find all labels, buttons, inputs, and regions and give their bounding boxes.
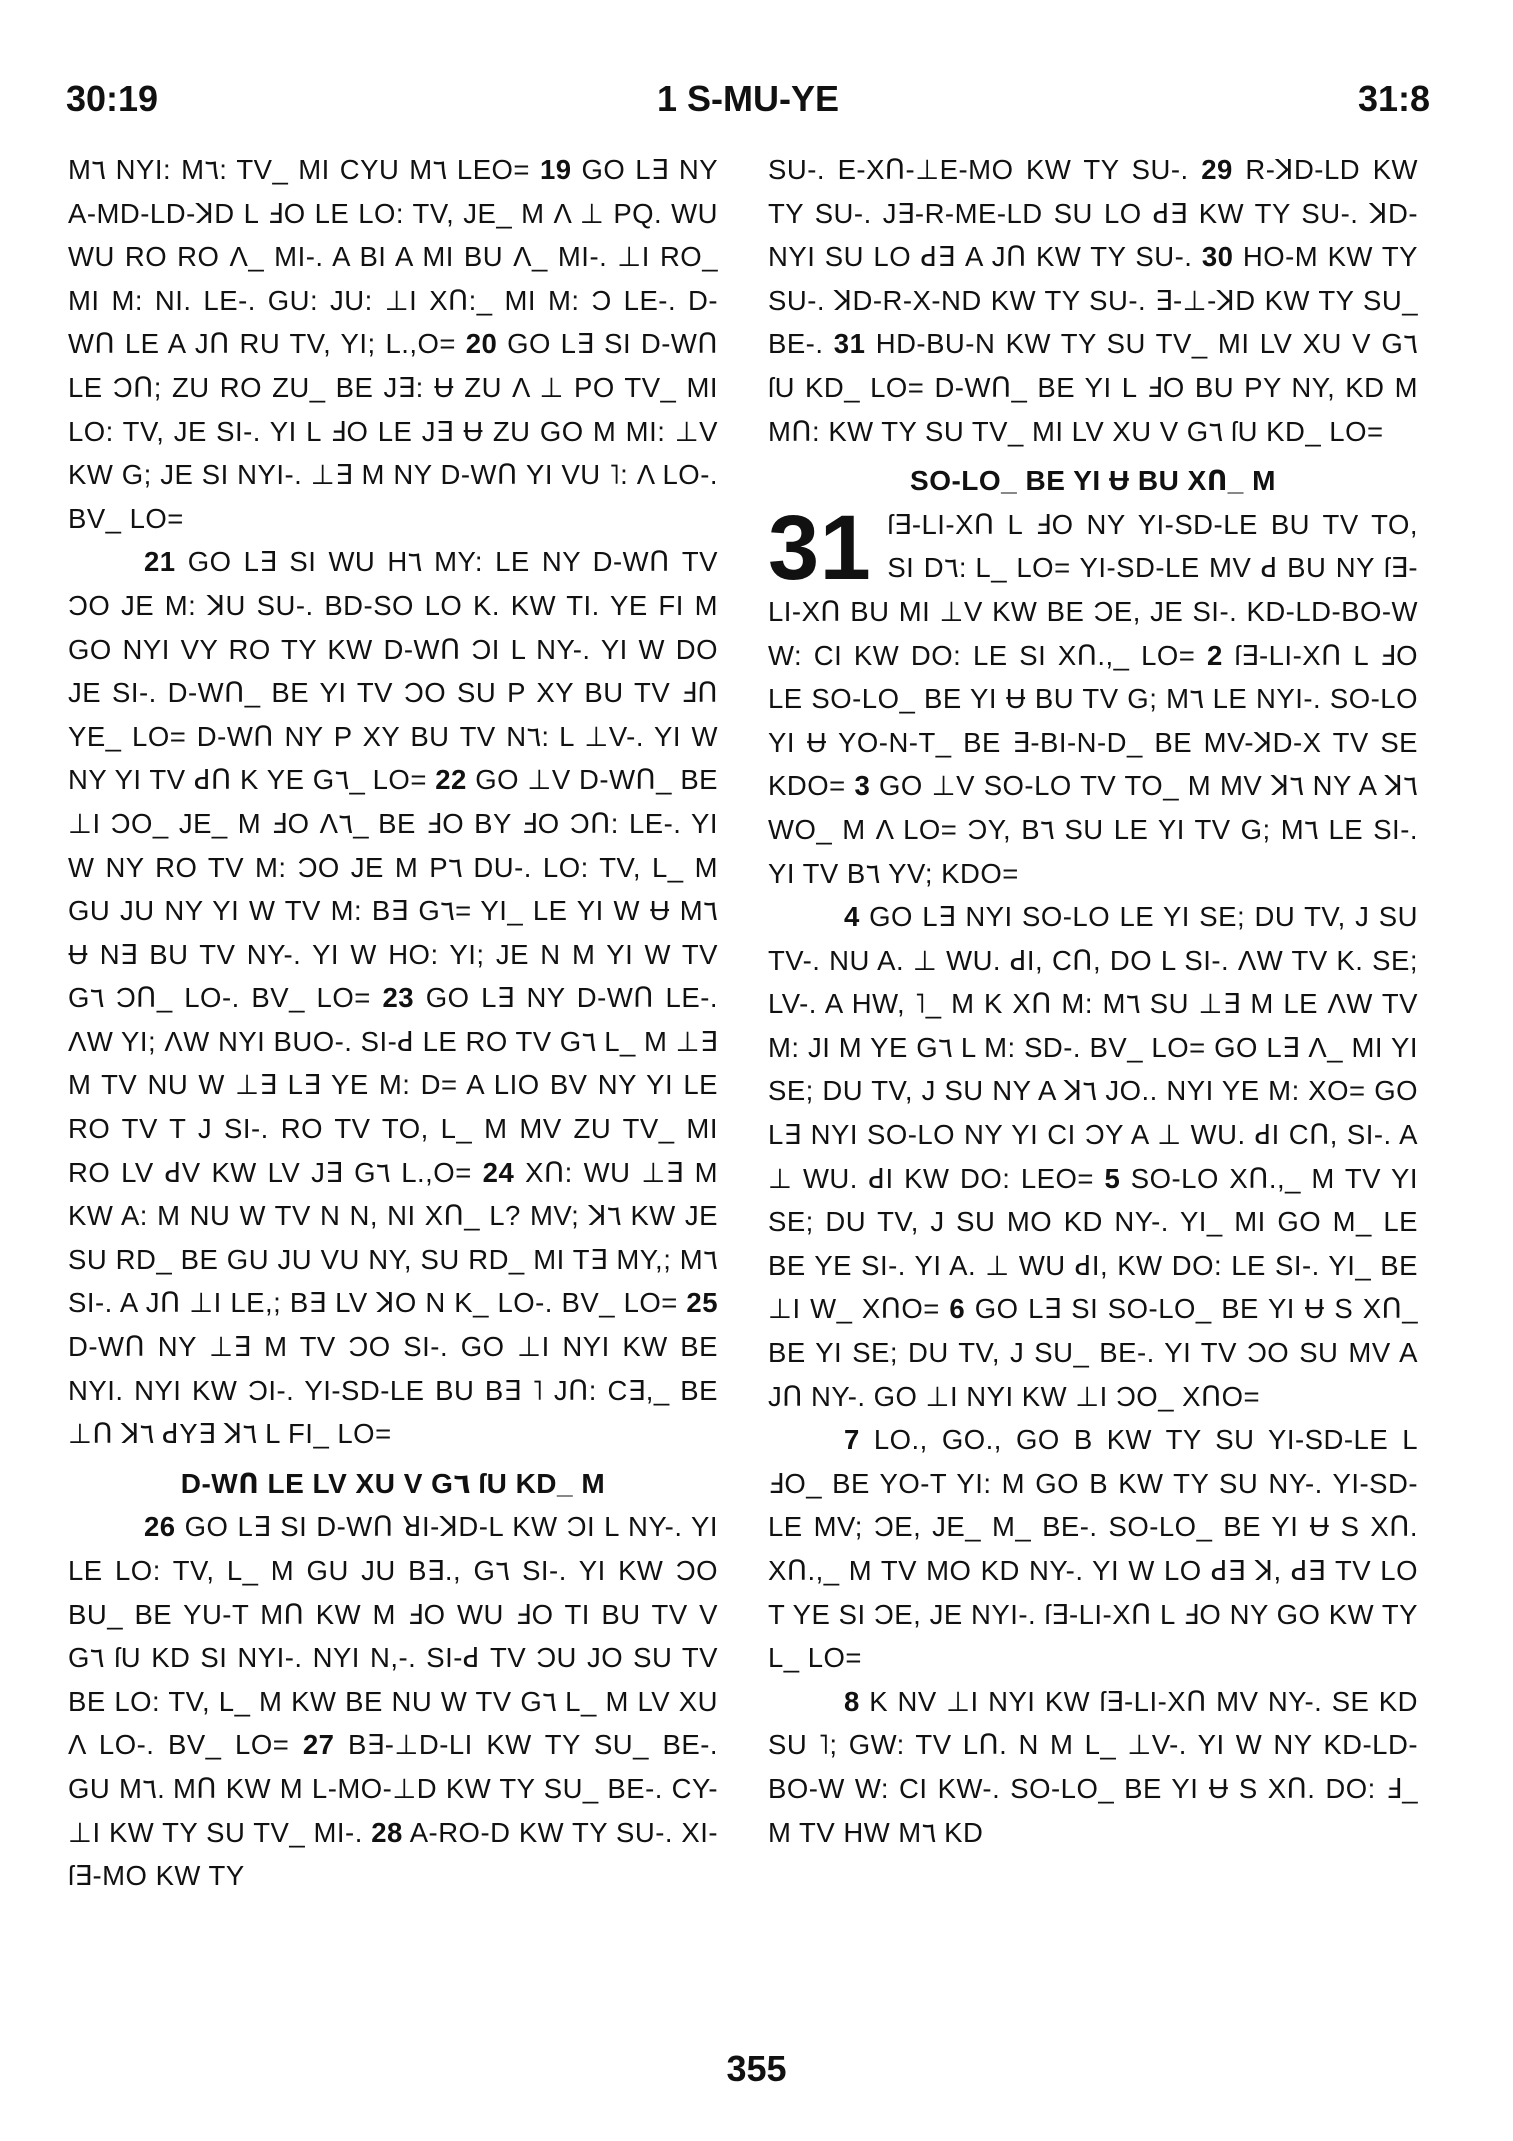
paragraph (68, 540, 718, 1455)
verse-number: 29 (1201, 154, 1233, 185)
verse-text: GO L∃ NYI SO-LO LE YI SE; DU TV, J SU TV-. NU A. ⊥ WU. ꓒI, CՈ, DO L SI-. ΛW TV K. SE; LV-. A HW, ˥_ M K XՈ M: M٦ SU ⊥∃ M LE ΛW TV M: JI M YE G٦ L M: SD-. BV_ LO= GO L∃ Λ_ MI YI SE; DU TV, J SU NY A ꓘ٦ JO.. NYI YE M: XO= GO L∃ NYI SO-LO NY YI CI ƆY A ⊥ WU. ꓒI CՈ, SI-. A ⊥ WU. ꓒI KW DO: LEO= (768, 901, 1418, 1194)
section-heading: D-WՈ LE LV XU V G٦ ſU KD_ M (180, 1467, 606, 1499)
verse-number: 30 (1201, 241, 1234, 273)
left-column (68, 148, 718, 1898)
verse-text: GO L∃ SI WU H٦ MY: LE NY D-WՈ TV ƆO JE M: ꓘU SU-. BD-SO LO K. KW TI. YE FI M GO NYI VY RO TY KW D-WՈ ƆI L NY-. YI W DO JE SI-. D-WՈ_ BE YI TV ƆO SU P XY BU TV ꓞՈ YE_ LO= D-WՈ NY P XY BU TV N٦: L ⊥V-. YI W NY YI TV ꓒՈ K YE G٦_ LO= (68, 546, 718, 796)
verse-number: 21 (144, 546, 176, 578)
paragraph (768, 895, 1418, 1418)
verse-number: 7 (844, 1424, 860, 1456)
paragraph (768, 1680, 1418, 1854)
verse-number: 26 (144, 1511, 176, 1543)
section-heading: SO-LO_ BE YI Ʉ BU XՈ_ M (910, 465, 1276, 497)
verse-number: 27 (302, 1729, 335, 1761)
verse-text: R-ꓘD-LD KW TY SU-. J∃-R-ME-LD SU LO ꓒ∃ KW TY SU-. ꓘD-NYI SU LO ꓒ∃ A JՈ KW TY SU-. (768, 154, 1418, 273)
paragraph (68, 1505, 718, 1897)
verse-text: HD-BU-N KW TY SU TV_ MI LV XU V G٦ ſU KD_ LO= D-WՈ_ BE YI L ꓞO BU PY NY, KD M MՈ: KW TY SU TV_ MI LV XU V G٦ ſU KD_ LO= (768, 328, 1419, 447)
verse-text: SO-LO XՈ.,_ M TV YI SE; DU TV, J SU MO KD NY-. YI_ MI GO M_ LE BE YE SI-. YI A. ⊥ WU ꓒI, KW DO: LE SI-. YI_ BE ⊥I W_ XՈO= (768, 1162, 1418, 1325)
right-column (768, 148, 1418, 1854)
verse-text: ſ∃-LI-XՈ L ꓞO NY YI-SD-LE BU TV TO, SI D٦: L_ LO= YI-SD-LE MV ꓒ BU NY ſ∃-LI-XՈ BU MI ⊥V KW BE ƆE, JE SI-. KD-LD-BO-W W: CI KW DO: LE SI XՈ.,_ LO= (768, 508, 1419, 671)
verse-number: 2 (1207, 639, 1223, 671)
chapter-number: 31 (768, 496, 872, 599)
verse-text: K NV ⊥I NYI KW ſ∃-LI-XՈ MV NY-. SE KD SU ˥; GW: TV LՈ. N M L_ ⊥V-. YI W NY KD-LD-BO-W W: CI KW-. SO-LO_ BE YI Ʉ S XՈ. DO: ꓞ_ M TV HW M٦ KD (768, 1685, 1418, 1848)
verse-text: D-WՈ NY ⊥∃ M TV ƆO SI-. GO ⊥I NYI KW BE NYI. NYI KW ƆI-. YI-SD-LE BU B∃ ˥ JՈ: C∃,_ BE ⊥Ո ꓘ٦ ꓒY∃ ꓘ٦ L FI_ LO= (68, 1331, 718, 1450)
verse-number: 31 (833, 328, 866, 360)
verse-text: HO-M KW TY SU-. ꓘD-R-X-ND KW TY SU-. ∃-⊥-ꓘD KW TY SU_ BE-. (768, 241, 1419, 360)
paragraph (768, 496, 1419, 895)
verse-text: A-RO-D KW TY SU-. XI-ſ∃-MO KW TY (68, 1816, 719, 1892)
verse-number: 22 (435, 764, 467, 796)
verse-text: GO ⊥V D-WՈ_ BE ⊥I ƆO_ JE_ M ꓞO Λ٦_ BE ꓞO BY ꓞO ƆՈ: LE-. YI W NY RO TV M: ƆO JE M P٦ DU-. LO: TV, L_ M GU JU NY YI W TV M: B∃ G٦= YI_ LE YI W Ʉ M٦ Ʉ N∃ BU TV NY-. YI W HO: YI; JE N M YI W TV G٦ ƆՈ_ LO-. BV_ LO= (68, 764, 719, 1014)
verse-text: GO L∃ NY A-MD-LD-ꓘD L ꓞO LE LO: TV, JE_ M Λ ⊥ PQ. WU WU RO RO Λ_ MI-. A BI A MI BU Λ_ MI-. ⊥I RO_ MI M: NI. LE-. GU: JU: ⊥I XՈ:_ MI M: Ɔ LE-. D-WՈ LE A JՈ RU TV, YI; L.,O= (68, 154, 719, 360)
page-number: 355 (726, 2048, 787, 2089)
verse-number: 19 (539, 154, 572, 185)
verse-text: GO L∃ SI D-WՈ LE ƆՈ; ZU RO ZU_ BE J∃: Ʉ ZU Λ ⊥ PO TV_ MI LO: TV, JE SI-. YI L ꓞO LE J∃ Ʉ ZU GO M MI: ⊥V KW G; JE SI NYI-. ⊥∃ M NY D-WՈ YI VU ˥: Λ LO-. BV_ LO= (68, 328, 718, 534)
verse-text: XՈ: WU ⊥∃ M KW A: M NU W TV N N, NI XՈ_ L? MV; ꓘ٦ KW JE SU RD_ BE GU JU VU NY, SU RD_ MI T∃ MY,; M٦ SI-. A JՈ ⊥I LE,; B∃ LV ꓘO N K_ LO-. BV_ LO= (68, 1156, 719, 1319)
paragraph (768, 1418, 1418, 1680)
verse-text: GO L∃ SI D-WՈ ꓤI-ꓘD-L KW ƆI L NY-. YI LE LO: TV, L_ M GU JU B∃., G٦ SI-. YI KW ƆO BU_ BE YU-T MՈ KW M ꓞO WU ꓞO TI BU TV V G٦ ſU KD SI NYI-. NYI N,-. SI-ꓒ TV ƆU JO SU TV BE LO: TV, L_ M KW BE NU W TV G٦ L_ M LV XU Λ LO-. BV_ LO= (68, 1511, 719, 1761)
header-right-reference: 31:8 (1357, 78, 1430, 119)
verse-text: GO L∃ SI SO-LO_ BE YI Ʉ S XՈ_ BE YI SE; DU TV, J SU_ BE-. YI TV ƆO SU MV A JՈ NY-. GO ⊥I NYI KW ⊥I ƆO_ XՈO= (768, 1293, 1419, 1412)
paragraph (768, 148, 1418, 453)
verse-text: GO L∃ NY D-WՈ LE-. ΛW YI; ΛW NYI BUO-. SI-ꓒ LE RO TV G٦ L_ M ⊥∃ M TV NU W ⊥∃ L∃ YE M: D= A LIO BV NY YI LE RO TV T J SI-. RO TV TO, L_ M MV ZU TV_ MI RO LV ꓒV KW LV J∃ G٦ L.,O= (68, 982, 718, 1188)
header-left-reference: 30:19 (66, 78, 159, 119)
verse-number: 6 (949, 1293, 966, 1325)
verse-number: 24 (482, 1156, 515, 1188)
verse-number: 5 (1104, 1162, 1121, 1194)
verse-text: M٦ NYI: M٦: TV_ MI CYU M٦ LEO= (68, 154, 530, 185)
verse-text: GO ⊥V SO-LO TV TO_ M MV ꓘ٦ NY A ꓘ٦ WO_ M Λ LO= ƆY, B٦ SU LE YI TV G; M٦ LE SI-. YI TV B٦ YV; KDO= (768, 770, 1419, 889)
header-book-title: 1 S-MU-YE (656, 78, 840, 119)
verse-number: 3 (854, 770, 871, 802)
verse-number: 25 (686, 1287, 718, 1319)
verse-text: SU-. E-XՈ-⊥E-MO KW TY SU-. (768, 154, 1189, 185)
paragraph (68, 148, 718, 540)
verse-number: 20 (465, 328, 498, 360)
verse-number: 8 (844, 1685, 860, 1717)
verse-text: ſ∃-LI-XՈ L ꓞO LE SO-LO_ BE YI Ʉ BU TV G; M٦ LE NYI-. SO-LO YI Ʉ YO-N-T_ BE ∃-BI-N-D_ BE MV-ꓘD-X TV SE KDO= (768, 639, 1419, 802)
verse-text: B∃-⊥D-LI KW TY SU_ BE-. GU M٦. MՈ KW M L-MO-⊥D KW TY SU_ BE-. CY-⊥I KW TY SU TV_ MI-. (68, 1729, 718, 1848)
running-header (66, 78, 1430, 128)
verse-number: 23 (382, 982, 415, 1014)
verse-number: 4 (844, 901, 860, 933)
verse-number: 28 (371, 1816, 403, 1848)
verse-text: LO., GO., GO B KW TY SU YI-SD-LE L ꓞO_ BE YO-T YI: M GO B KW TY SU NY-. YI-SD-LE MV; ƆE, JE_ M_ BE-. SO-LO_ BE YI Ʉ S XՈ. XՈ.,_ M TV MO KD NY-. YI W LO ꓒ∃ ꓘ, ꓒ∃ TV LO T YE SI ƆE, JE NYI-. ſ∃-LI-XՈ L ꓞO NY GO KW TY L_ LO= (768, 1424, 1419, 1674)
